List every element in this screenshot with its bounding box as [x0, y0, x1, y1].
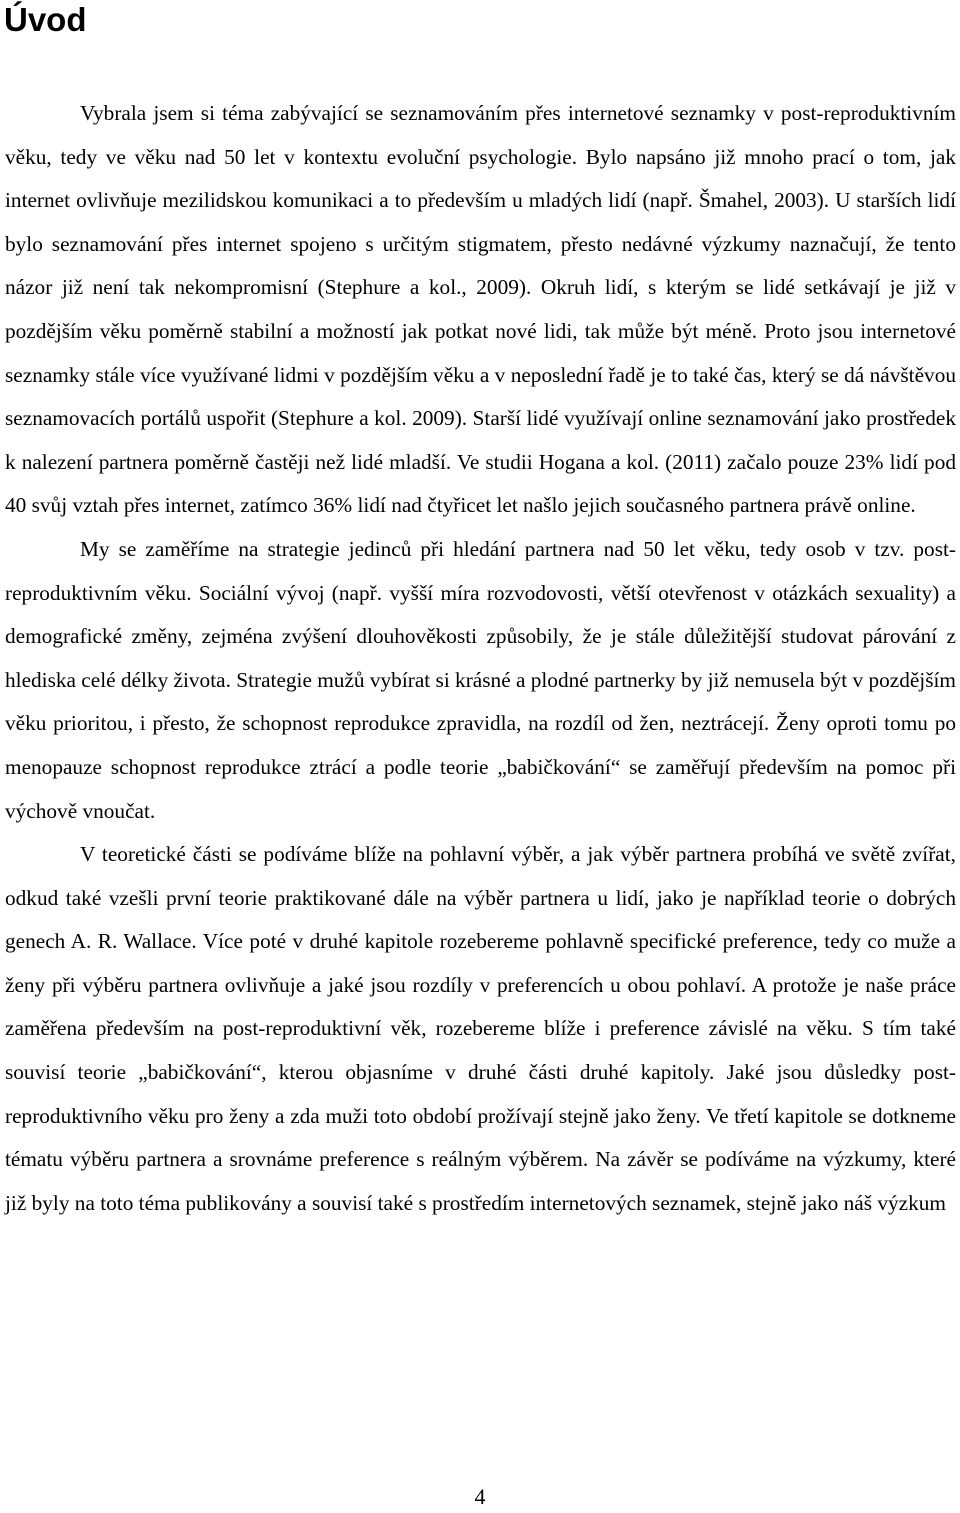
paragraph-outline: V teoretické části se podíváme blíže na pohlavní výběr, a jak výběr partnera probíhá ve světě zvířat, odkud také vzešli první teorie praktikované dále na výběr partnera u lidí, jako je například teorie o dobrých genech A. R. Wallace. Více poté v druhé kapitole rozebereme pohlavně specifické preference, tedy co muže a ženy při výběru partnera ovlivňuje a jaké jsou rozdíly v preferencích u obou pohlaví. A protože je naše práce zaměřena především na post-reproduktivní věk, rozebereme blíže i preference závislé na věku. S tím také souvisí teorie „babičkování“, kterou objasníme v druhé části druhé kapitoly. Jaké jsou důsledky post-reproduktivního věku pro ženy a zda muži toto období prožívají stejně jako ženy. Ve třetí kapitole se dotkneme tématu výběru partnera a srovnáme preference s reálným výběrem. Na závěr se podíváme na výzkumy, které již byly na toto téma publikovány a souvisí také s prostředím internetových seznamek, stejně jako náš výzkum — [5, 842, 956, 1215]
page-number: 4 — [474, 1484, 486, 1509]
page-title: Úvod — [4, 1, 87, 38]
body-text — [5, 92, 956, 1225]
paragraph-focus: My se zaměříme na strategie jedinců při hledání partnera nad 50 let věku, tedy osob v tzv. post-reproduktivním věku. Sociální vývoj (např. vyšší míra rozvodovosti, větší otevřenost v otázkách sexuality) a demografické změny, zejména zvýšení dlouhověkosti způsobily, že je stále důležitější studovat párování z hlediska celé délky života. Strategie mužů vybírat si krásné a plodné partnerky by již nemusela být v pozdějším věku prioritou, i přesto, že schopnost reprodukce zpravidla, na rozdíl od žen, neztrácejí. Ženy oproti tomu po menopauze schopnost reprodukce ztrácí a podle teorie „babičkování“ se zaměřují především na pomoc při výchově vnoučat. — [5, 536, 956, 823]
paragraph-intro: Vybrala jsem si téma zabývající se seznamováním přes internetové seznamky v post-reproduktivním věku, tedy ve věku nad 50 let v kontextu evoluční psychologie. Bylo napsáno již mnoho prací o tom, jak internet ovlivňuje mezilidskou komunikaci a to především u mladých lidí (např. Šmahel, 2003). U starších lidí bylo seznamování přes internet spojeno s určitým stigmatem, přesto nedávné výzkumy naznačují, že tento názor již není tak nekompromisní (Stephure a kol., 2009). Okruh lidí, s kterým se lidé setkávají je již v pozdějším věku poměrně stabilní a možností jak potkat nové lidi, tak může být méně. Proto jsou internetové seznamky stále více využívané lidmi v pozdějším věku a v neposlední řadě je to také čas, který se dá návštěvou seznamovacích portálů uspořit (Stephure a kol. 2009). Starší lidé využívají online seznamování jako prostředek k nalezení partnera poměrně častěji než lidé mladší. Ve studii Hogana a kol. (2011) začalo pouze 23% lidí pod 40 svůj vztah přes internet, zatímco 36% lidí nad čtyřicet let našlo jejich současného partnera právě online. — [5, 101, 956, 518]
